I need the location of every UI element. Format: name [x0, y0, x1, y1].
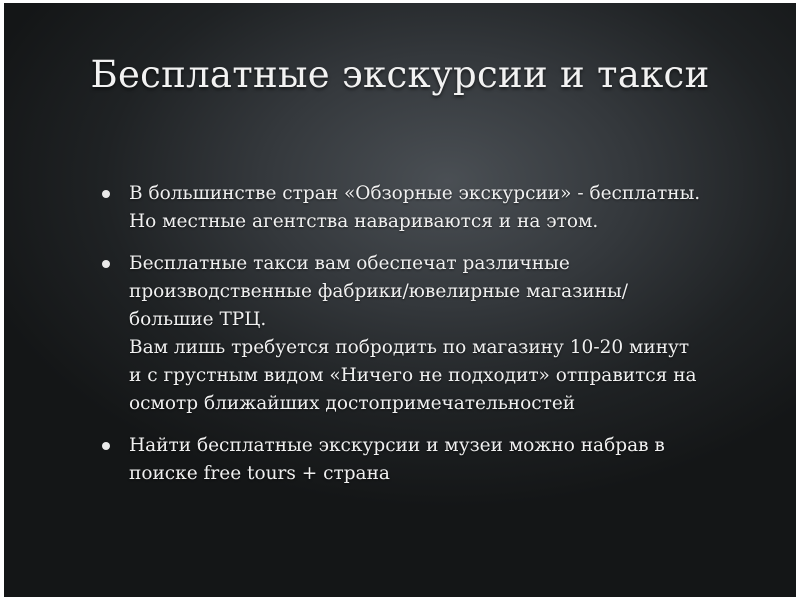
bullet-text-line: осмотр ближайших достопримечательностей	[129, 393, 576, 414]
bullet-text-line: Бесплатные такси вам обеспечат различные	[129, 253, 570, 274]
bullet-text-line: большие ТРЦ.	[129, 309, 267, 330]
bullet-text-line: и с грустным видом «Ничего не подходит» отправится на	[129, 365, 697, 386]
bullet-text-line: В большинстве стран «Обзорные экскурсии» - бесплатны.	[129, 183, 701, 204]
bullet-text-line: Найти бесплатные экскурсии и музеи можно набрав в	[129, 435, 665, 456]
bullet-text-line: производственные фабрики/ювелирные магазины/	[129, 281, 628, 302]
bullet-text-line: Вам лишь требуется побродить по магазину 10-20 минут	[129, 337, 690, 358]
bullet-text-line: поиске free tours + страна	[129, 463, 390, 484]
slide-title: Бесплатные экскурсии и такси	[90, 53, 710, 96]
bullet-dot-icon	[102, 190, 110, 198]
bullet-text-line: Но местные агентства навариваются и на этом.	[129, 211, 599, 232]
bullet-dot-icon	[102, 442, 110, 450]
bullet-dot-icon	[102, 260, 110, 268]
bullet-item-1	[96, 180, 776, 236]
bullet-item-2	[96, 250, 776, 418]
bullet-item-3	[96, 432, 776, 488]
bullet-list	[96, 180, 776, 502]
presentation-slide	[4, 3, 796, 597]
